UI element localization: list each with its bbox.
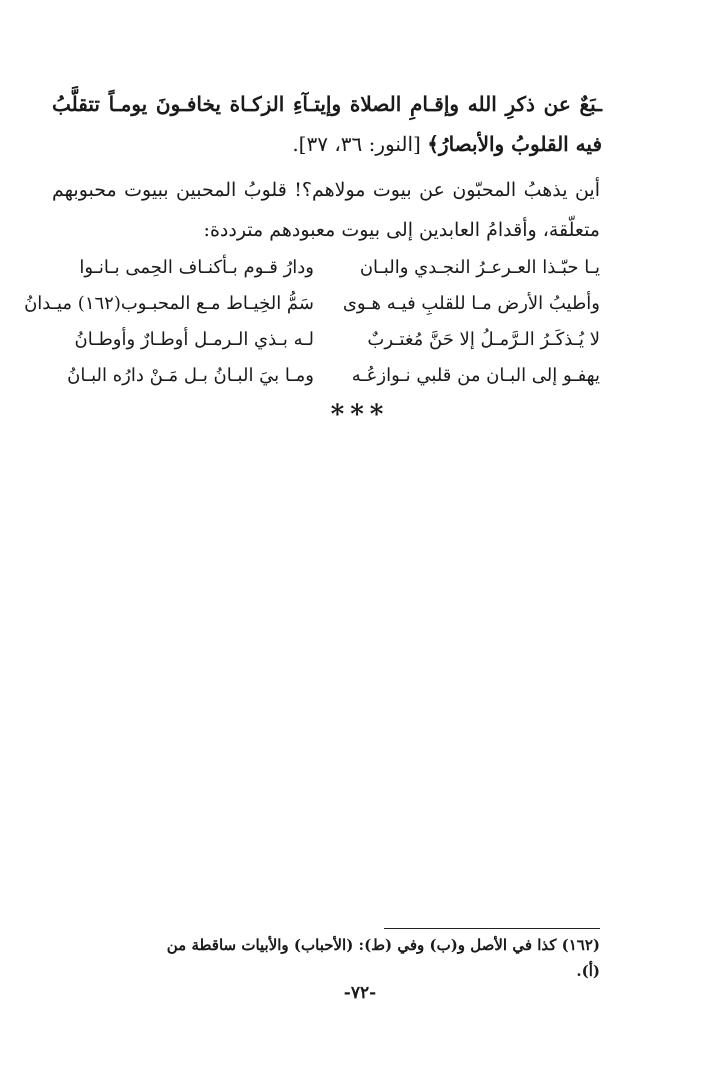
poem-second-hemistich: ومـا بيَ البـانُ بـل مَـنْ دارُه البـانُ (67, 365, 314, 386)
poem-verse (24, 286, 600, 322)
footnote-divider (384, 928, 600, 929)
poem-first-hemistich: يهفـو إلى البـان من قلبي نـوازعُـه (351, 365, 600, 386)
poem-verse (74, 322, 600, 358)
poem (24, 250, 600, 394)
quran-verse-reference: [النور: ٣٦، ٣٧]. (292, 132, 428, 156)
quran-verse-text: ـبَعٌ عن ذكرِ الله وإقـامِ الصلاة وإيتـآءِ الزكـاة يخافـونَ يومـاً تتقلَّبُ فيه القلوبُ والأبصارُ﴾ (52, 92, 602, 156)
poem-second-hemistich: سَمُّ الخِيـاط مـع المحبـوب(١٦٢) ميـدانُ (24, 293, 314, 314)
poem-first-hemistich: يـا حبّـذا العـرعـرُ النجـدي والبـان (359, 257, 600, 278)
poem-second-hemistich: ودارُ قـوم بـأكنـاف الحِمى بـانـوا (79, 257, 314, 278)
quran-verse-paragraph (52, 84, 602, 164)
poem-first-hemistich: لا يُـذكَـرُ الـرَّمـلُ إلا حَنَّ مُغتـربٌ (367, 329, 600, 350)
page-number: -٧٢- (343, 983, 377, 1003)
footnote: (١٦٢) كذا في الأصل و(ب) وفي (ط): (الأحباب) والأبيات ساقطة من (أ). (166, 936, 600, 980)
poem-first-hemistich: وأطيبُ الأرض مـا للقلبِ فيـه هـوى (342, 293, 600, 314)
section-separator: *** (330, 400, 390, 430)
poem-second-hemistich: لـه بـذي الـرمـل أوطـارٌ وأوطـانُ (74, 329, 314, 350)
poem-verse (74, 250, 600, 286)
prose-paragraph: أين يذهبُ المحبّون عن بيوت مولاهم؟! قلوبُ المحبين ببيوت محبوبهم متعلّقة، وأقدامُ العابدين إلى بيوت معبودهم مترددة: (52, 179, 600, 241)
poem-verse (67, 358, 600, 394)
